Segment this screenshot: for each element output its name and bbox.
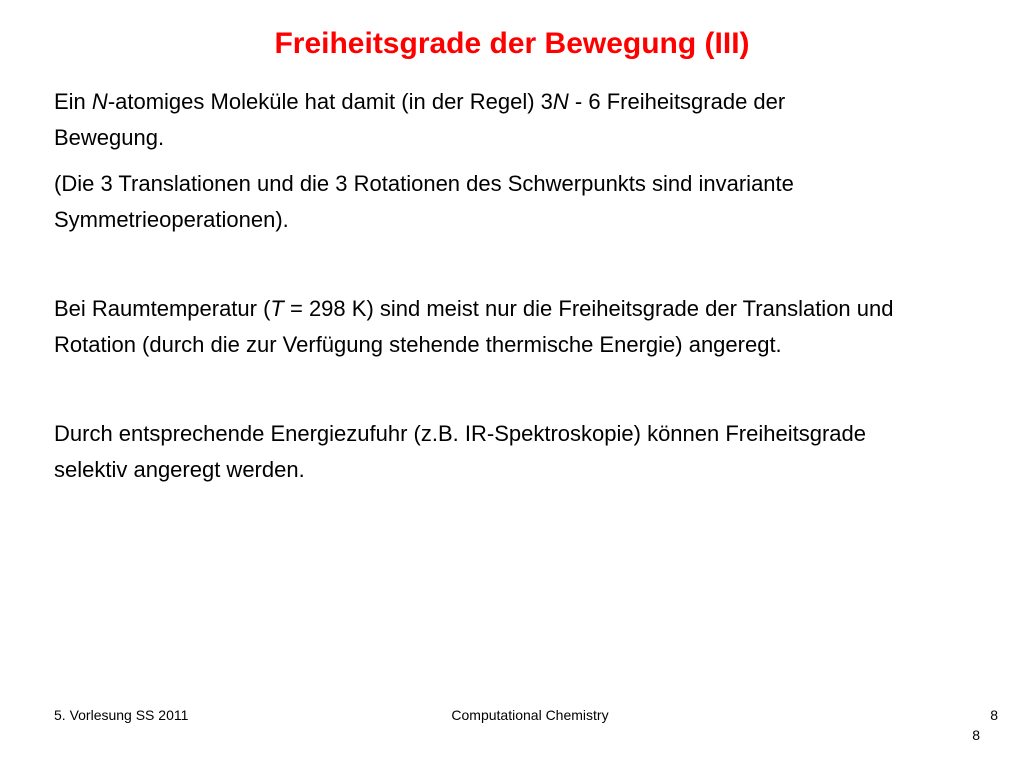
p1-text-1: Ein xyxy=(54,89,92,114)
p1-variable-n: N xyxy=(91,89,108,114)
p1-variable-n-2: N xyxy=(552,89,569,114)
p1-text-3: - 6 Freiheitsgrade der Bewegung. xyxy=(54,89,786,150)
p3-text-2: = 298 K) sind meist nur die Freiheitsgrade der Translation und Rotation (durch die zur Verfügung stehende thermische Energie) angeregt. xyxy=(54,296,894,357)
paragraph-room-temperature xyxy=(54,291,894,363)
p3-variable-t: T xyxy=(270,296,284,321)
footer-slide-number: 8 xyxy=(990,707,998,723)
p1-text-2: -atomiges Moleküle hat damit (in der Regel) 3 xyxy=(107,89,553,114)
paragraph-degrees-of-freedom xyxy=(54,84,894,156)
footer-lecture: 5. Vorlesung SS 2011 xyxy=(54,707,189,723)
p3-text-1: Bei Raumtemperatur ( xyxy=(54,296,271,321)
paragraph-symmetry-operations: (Die 3 Translationen und die 3 Rotationen des Schwerpunkts sind invariante Symmetrieoperationen). xyxy=(54,171,794,232)
slide-body xyxy=(54,84,894,488)
page-number: 8 xyxy=(972,727,980,743)
slide-title: Freiheitsgrade der Bewegung (III) xyxy=(274,27,750,60)
paragraph-energy-supply: Durch entsprechende Energiezufuhr (z.B. IR-Spektroskopie) können Freiheitsgrade selektiv angeregt werden. xyxy=(54,421,866,482)
footer-course: Computational Chemistry xyxy=(451,707,609,723)
